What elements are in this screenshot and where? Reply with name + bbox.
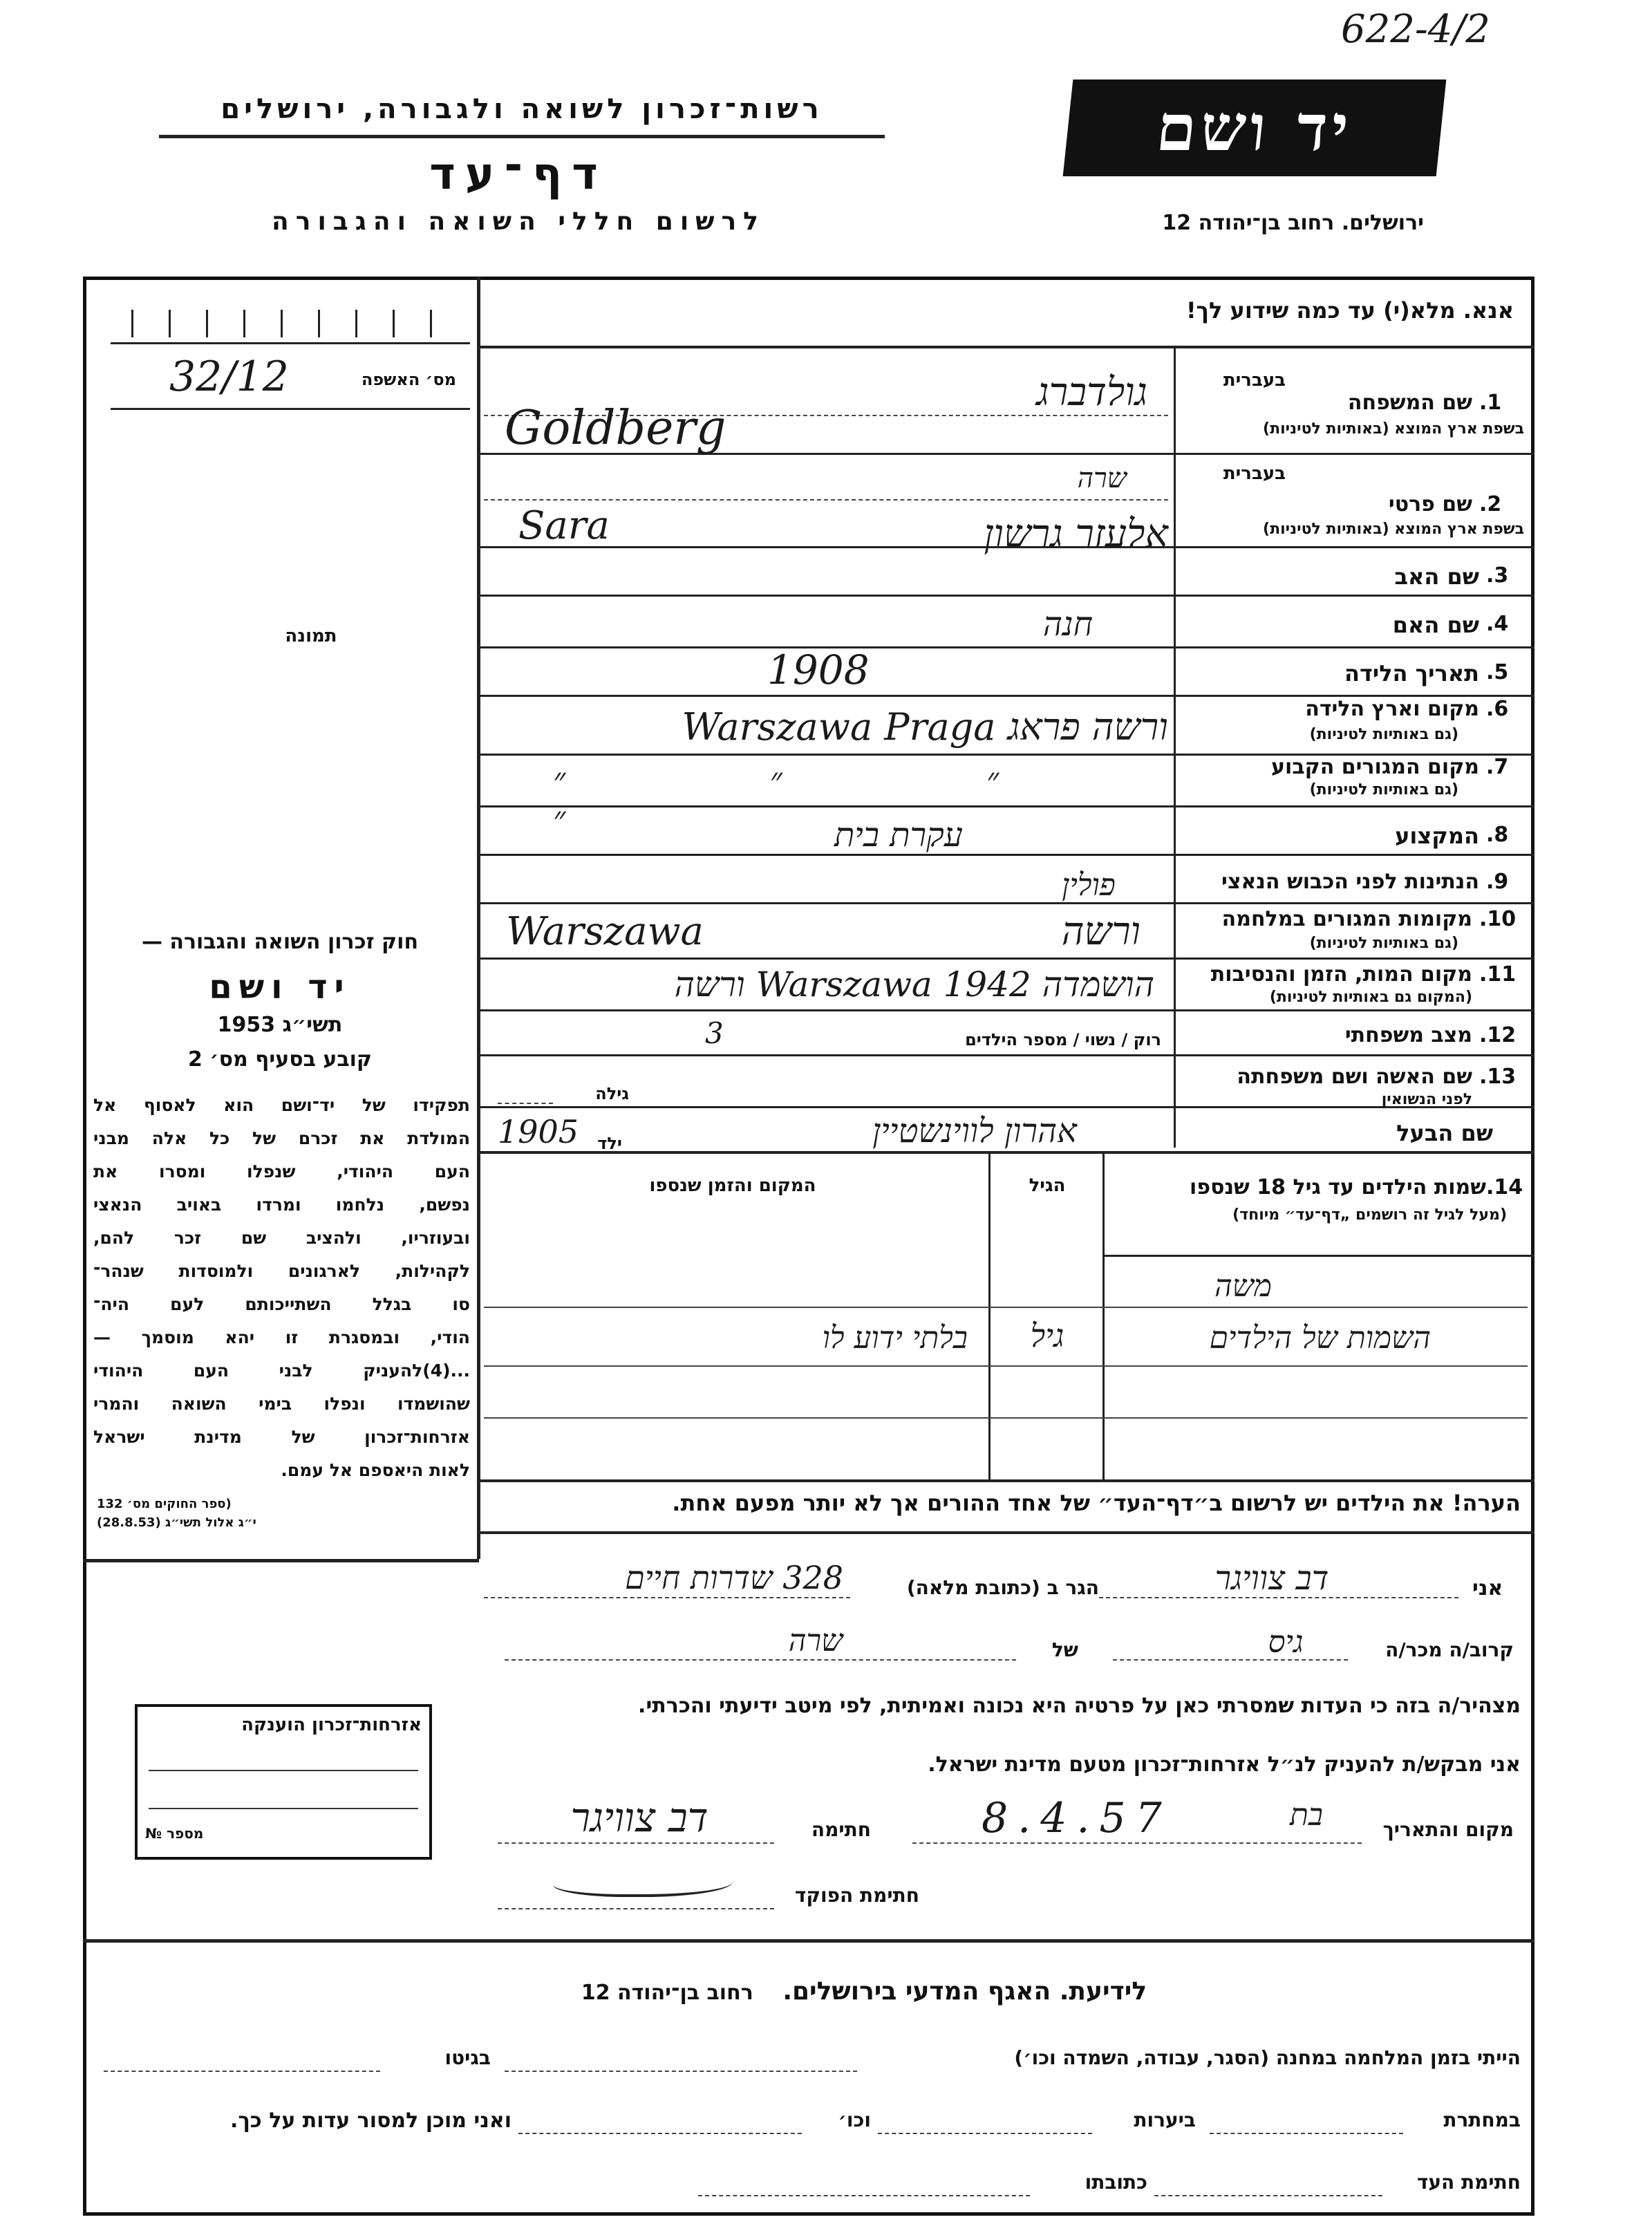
instruction-divider [477,346,1534,348]
law-line: תפקידו של יד־ושם הוא לאסוף אל [93,1095,470,1115]
field-1-hebrew-value: גולדברג [1036,370,1147,415]
field-8-value: עקרת בית [834,816,963,854]
field-6-label: מקום וארץ הלידה [1305,697,1479,721]
form-subtitle: לרשום חללי השואה והגבורה [272,207,765,236]
law-line: העם היהודי, שנפלו ומסרו את [93,1161,470,1181]
field-6-num: 6. [1486,697,1509,721]
field-1-sub: בשפת ארץ המוצא (באותיות לטיניות) [1263,420,1524,438]
law-ref-1: (ספר החוקים מס׳ 132 [97,1497,232,1511]
law-line: המולדת את זכרם של כל אלה מבני [93,1128,470,1148]
field-10-num: 10. [1479,907,1517,931]
place-abbr: בת [1289,1797,1324,1833]
logo-text: יד ושם [1153,91,1356,165]
form-title: דף־עד [429,149,608,200]
field-9-label: הנתינות לפני הכבוש הנאצי [1221,870,1479,894]
field-2-sub: בשפת ארץ המוצא (באותיות לטיניות) [1263,521,1524,538]
org-underline [159,135,885,138]
law-line: נפשם, נלחמו ומרדו באויב הנאצי [93,1195,470,1215]
tick-strip [131,310,463,337]
law-line: הודי, ובמסגרת זו יהא מוסמך — [93,1327,470,1347]
field-1-num: 1. [1479,391,1502,415]
citizenship-line [149,1808,418,1809]
field-3-value: אלעזר גרשון [984,512,1168,557]
remark: הערה! את הילדים יש לרשום ב״דף־העד״ של אחד ההורים אך לא יותר מפעם אחת. [672,1490,1521,1516]
signature-label: חתימה [811,1818,871,1841]
row-line [477,646,1534,648]
bottom-line2-blank-2 [878,2133,1092,2134]
children-col-place: המקום והזמן שנספו [649,1175,816,1196]
bottom-section-line [83,1939,1534,1943]
field-8-num: 8. [1486,823,1509,847]
bottom-line1-b: בגיטו [444,2046,491,2069]
field-11-label: מקום המות, הזמן והנסיבות [1210,962,1472,987]
field-10-label: מקומות המגורים במלחמה [1221,907,1472,931]
registration-label: מס׳ האשפה [361,370,456,389]
bottom-line2-c: וכו׳ [838,2109,871,2131]
label-column-divider [1174,346,1176,1148]
field-11-sub: (המקום גם באותיות לטיניות) [1269,989,1472,1006]
declare-2: אני מבקש/ת להעניק לנ״ל אזרחות־זכרון מטעם מדינת ישראל. [928,1753,1521,1777]
clerk-signature-mark [553,1867,733,1897]
child-age: גיל [1030,1317,1064,1354]
field-2-hebrew-value: שרה [1077,463,1127,494]
law-clause: קובע בסעיף מס׳ 2 [187,1047,373,1072]
law-ref-2: י״ג אלול תשי״ג (28.8.53) [97,1515,256,1530]
of-name: שרה [788,1623,843,1659]
remark-bottom-line [477,1531,1534,1534]
row-line [477,957,1534,960]
field-12-value: 3 [705,1016,724,1050]
field-2-latin-value: Sara [518,503,610,548]
clerk-line [498,1908,774,1909]
field-11-num: 11. [1479,962,1517,987]
row-line [477,1009,1534,1011]
law-line: סו בגלל השתייכותם לעם היה־ [93,1294,470,1314]
field-3-num: 3. [1486,563,1509,588]
children-title: שמות הילדים עד גיל 18 שנספו [1190,1175,1486,1199]
field-9-num: 9. [1486,870,1509,894]
citizenship-title: אזרחות־זכרון הוענקה [241,1715,422,1735]
children-col-age: הגיל [1029,1175,1066,1196]
field-5-num: 5. [1486,660,1509,684]
row-line [477,902,1534,904]
registration-value: 32/12 [169,353,289,401]
law-box-bottom [83,1559,479,1562]
living-label: הגר ב (כתובת מלאה) [906,1576,1099,1599]
field-4-num: 4. [1486,612,1509,636]
field-9-value: פולין [1062,868,1116,903]
logo [1063,80,1447,176]
org-line: רשות־זכרון לשואה ולגבורה, ירושלים [220,93,823,125]
bottom-line2-d: ואני מוכן למסור עדות על כך. [230,2109,511,2133]
law-line: אזרחות־זכרון של מדינת ישראל [93,1427,470,1447]
husband-label: שם הבעל [1396,1120,1493,1146]
bottom-title [484,1977,1244,2006]
child-name-1: משה [1214,1269,1272,1304]
law-year: תשי״ג 1953 [217,1013,343,1037]
children-row-line [484,1307,1528,1308]
bottom-line3-b: כתובתו [1085,2171,1147,2194]
field-7-sub: (גם באותיות לטיניות) [1309,781,1458,798]
field-5-label: תאריך הלידה [1344,660,1479,686]
law-line: ובעוזריו, ולהציב שם זכר להם, [93,1228,470,1248]
field-6-sub: (גם באותיות לטיניות) [1309,726,1458,743]
field-7-num: 7. [1486,755,1509,779]
law-heading: חוק זכרון השואה והגבורה — [141,930,419,954]
husband-born-label: ילד [597,1134,622,1153]
children-row-line [484,1365,1528,1367]
field-12-label: מצב משפחתי [1344,1023,1472,1047]
field-8-label: המקצוע [1395,823,1479,849]
bottom-line1-a: הייתי בזמן המלחמה במחנה (הסגר, עבודה, השמדה וכו׳) [1014,2046,1521,2069]
children-row-line [484,1417,1528,1419]
declarant-i-label: אני [1472,1576,1503,1600]
law-name: יד ושם [209,968,351,1007]
signature: דב צוויגר [570,1794,708,1841]
registration-underline [111,408,470,410]
law-body [93,1089,470,1487]
photo-label: תמונה [285,626,337,646]
law-line: שהושמדו ונפלו בימי השואה והמרי [93,1394,470,1414]
field-2-hebrew-line [484,499,1168,501]
declarant-name: דב צוויגר [1214,1559,1329,1598]
relation-value: גיס [1268,1625,1304,1660]
row-line [477,595,1534,597]
signature-line [498,1842,774,1844]
field-7-value: ״ ״ ״ ״ [553,760,1096,838]
field-6-value: ורשה פראג Warszawa Praga [682,705,1168,749]
declarant-name-line [1099,1597,1458,1598]
bottom-line3-blank-2 [698,2195,1030,2196]
field-7-label: מקום המגורים הקבוע [1271,755,1479,779]
place-date: 8.4.57 [982,1794,1172,1842]
address-line [484,1597,850,1598]
bottom-line2-blank [1210,2133,1403,2134]
field-2-lang-tag: בעברית [1223,463,1286,484]
wife-label: גילה [595,1084,629,1103]
field-1-label: שם המשפחה [1347,391,1472,415]
field-13-sub: לפני הנשואין [1381,1091,1472,1108]
field-1-lang-tag: בעברית [1223,370,1286,391]
field-10-sub: (גם באותיות לטיניות) [1309,935,1458,952]
header-address: ירושלים. רחוב בן־יהודה 12 [1162,211,1424,235]
field-3-label: שם האב [1394,563,1479,590]
of-label: של [1051,1638,1078,1661]
field-12-num: 12. [1479,1023,1517,1047]
remark-top-line [477,1479,1534,1482]
row-line [477,1151,1534,1154]
law-line: ...(4)להעניק לבני העם היהודי [93,1361,470,1381]
bottom-line3-blank [1154,2195,1382,2196]
bottom-line1-blank-2 [104,2071,380,2072]
field-5-value: 1908 [767,646,870,693]
field-10-value: ורשה Warszawa [506,909,1141,954]
children-num: 14. [1486,1175,1523,1199]
tick-baseline [111,342,470,344]
field-4-value: חנה [1042,605,1093,644]
law-line: לקהילות, לארגונים ולמוסדות שנהר־ [93,1261,470,1281]
corner-note: 622-4/2 [1341,7,1490,52]
field-13-num: 13. [1479,1065,1517,1089]
clerk-label: חתימת הפוקד [794,1884,919,1907]
child-name-2: השמות של הילדים [1209,1320,1431,1356]
field-2-num: 2. [1479,492,1502,516]
declare-1: מצהיר/ה בזה כי העדות שמסרתי כאן על פרטיה היא נכונה ואמיתית, לפי מיטב ידיעתי והכרתי. [638,1694,1521,1718]
row-line [477,1054,1534,1056]
instruction: אנא. מלא(י) עד כמה שידוע לך! [1185,297,1514,324]
husband-value: אהרון לווינשטיין [872,1112,1077,1150]
left-column-divider [477,277,480,1559]
bottom-line1-blank [505,2071,857,2072]
of-line [505,1659,1016,1661]
husband-born-value: 1905 [498,1113,579,1150]
citizenship-number-label: מספר № [145,1825,204,1842]
field-13-label: שם האשה ושם משפחתה [1237,1065,1472,1089]
relative-label: קרוב/ה מכר/ה [1385,1638,1514,1661]
citizenship-line [149,1770,418,1771]
children-col-divider [1102,1151,1105,1479]
field-1-latin-value: Goldberg [505,401,726,456]
relation-line [1113,1659,1348,1661]
children-header-line [1102,1255,1534,1257]
bottom-line2-a: במחתרת [1443,2109,1521,2131]
place-date-label: מקום והתאריך [1382,1818,1514,1841]
child-place: בלתי ידוע לו [822,1320,968,1356]
children-note: (מעל לגיל זה רושמים „דף־עד״ מיוחד) [1232,1206,1507,1224]
bottom-line2-b: ביערות [1134,2109,1196,2131]
children-col-divider [988,1151,991,1479]
field-12-printed: רוק / נשוי / מספר הילדים [965,1030,1161,1049]
bottom-address: רחוב בן־יהודה 12 [581,1981,753,2005]
declarant-address: 328 שדרות חיים [625,1559,843,1596]
field-2-label: שם פרטי [1388,492,1472,516]
field-11-value: הושמדה Warszawa 1942 ורשה [674,964,1154,1005]
bottom-line2-blank-3 [518,2133,802,2134]
wife-line [498,1103,553,1104]
field-4-label: שם האם [1392,612,1479,638]
bottom-line3-a: חתימת העד [1416,2171,1521,2194]
law-line: לאות היאספם אל עמם. [281,1460,470,1480]
bottom-title-text: לידיעת. האגף המדעי בירושלים. [782,1977,1147,2006]
place-date-line [912,1842,1362,1844]
